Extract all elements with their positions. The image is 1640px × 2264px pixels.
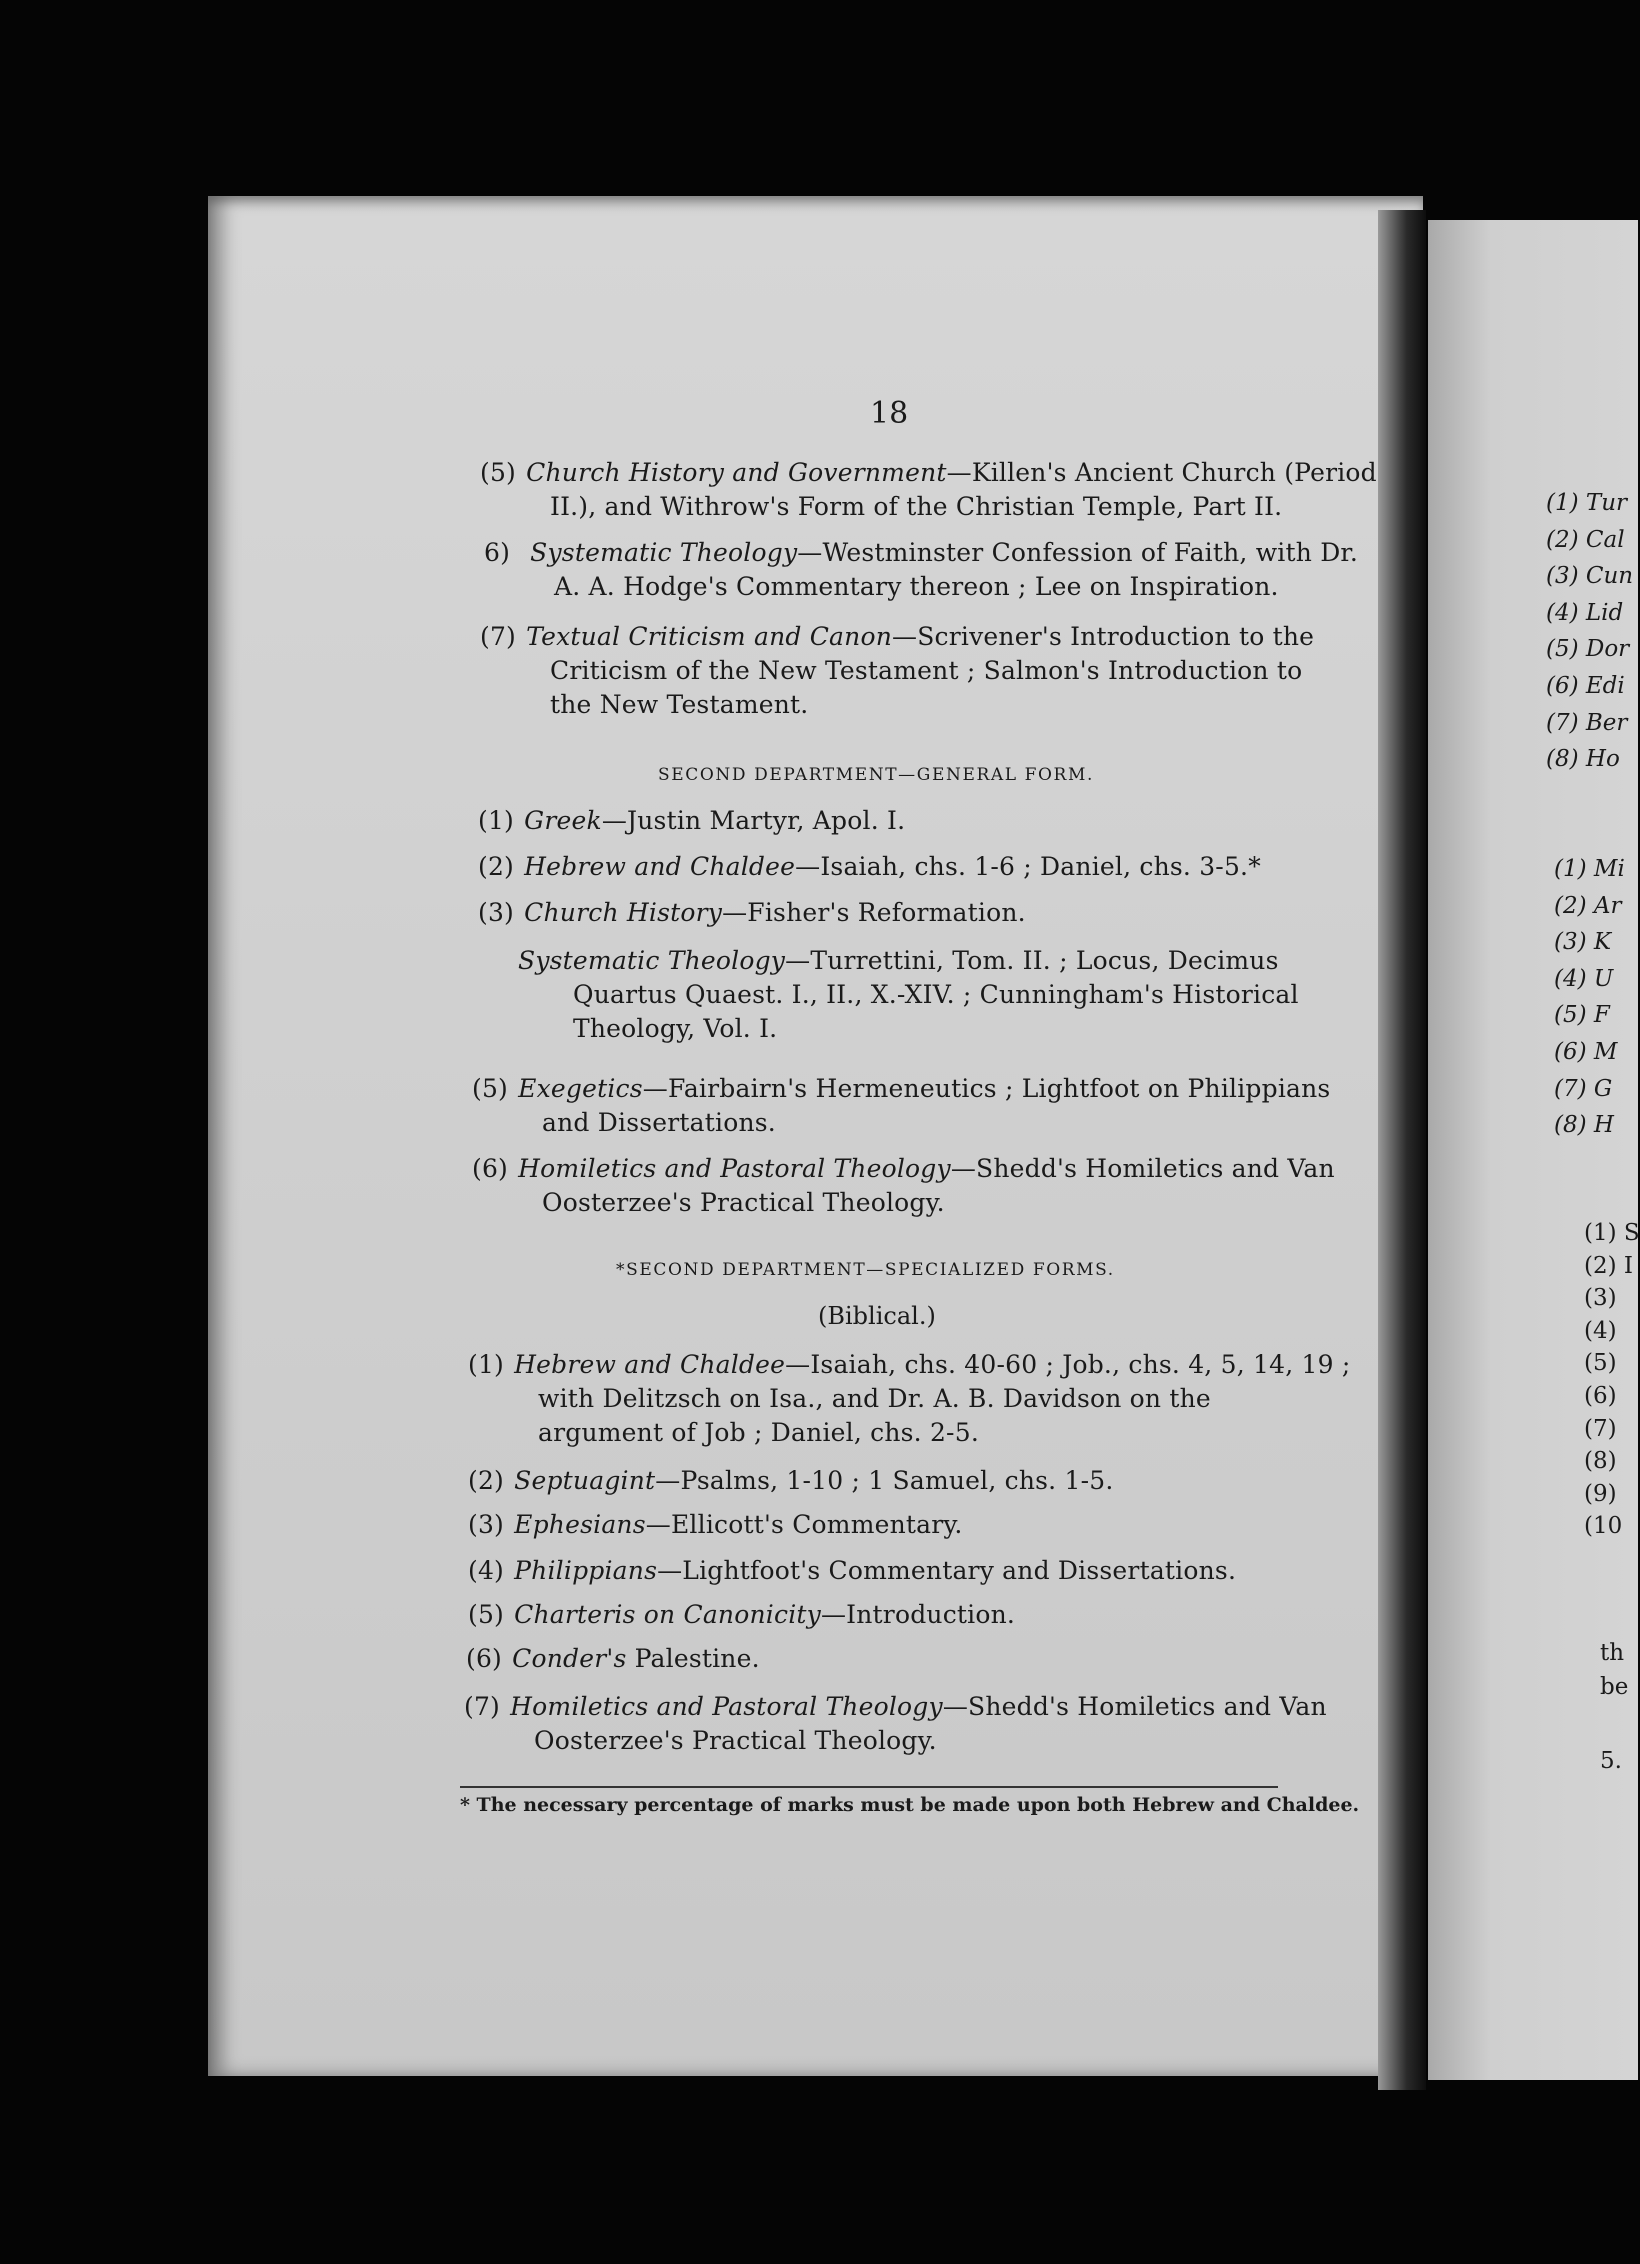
right-page-fragment: (8) H	[1554, 1112, 1614, 1139]
right-page-fragment: (2) Ar	[1554, 892, 1622, 919]
right-page-fragment: (2) I	[1584, 1252, 1633, 1279]
list-item: (1) Hebrew and Chaldee—Isaiah, chs. 40-60 ; Job., chs. 4, 5, 14, 19 ; with Delitzsch on Isa., and Dr. A. B. Davidson on the argument of Job ; Daniel, chs. 2-5.	[468, 1350, 1351, 1447]
book-gutter	[1378, 210, 1426, 2090]
right-page-fragment: (5) Dor	[1546, 636, 1630, 663]
right-page	[1428, 220, 1638, 2080]
right-page-fragment: (7) G	[1554, 1075, 1613, 1102]
right-page-fragment: (8) Ho	[1546, 746, 1620, 773]
right-page-fragment: (6)	[1584, 1383, 1617, 1409]
right-page-fragment: 5.	[1600, 1748, 1622, 1774]
right-page-fragment: (7)	[1584, 1415, 1617, 1442]
right-page-fragment: (6) Edi	[1546, 673, 1625, 699]
footnote: * The necessary percentage of marks must be made upon both Hebrew and Chaldee.	[460, 1794, 1360, 1816]
right-page-fragment: (1) Tur	[1546, 490, 1628, 516]
right-page-fragment: (5) F	[1554, 1002, 1610, 1029]
right-page-fragment: (3) Cun	[1546, 563, 1634, 590]
right-page-fragment: (10	[1584, 1513, 1623, 1540]
list-item: 6) Systematic Theology—Westminster Confession of Faith, with Dr. A. A. Hodge's Commentary thereon ; Lee on Inspiration.	[484, 538, 1358, 601]
right-page-fragment: (8)	[1584, 1448, 1617, 1475]
list-item: (5) Charteris on Canonicity—Introduction.	[468, 1600, 1016, 1629]
right-page-fragment: be	[1600, 1674, 1629, 1700]
list-item: (3) Church History—Fisher's Reformation.	[478, 898, 1026, 927]
right-page-fragment: (4)	[1584, 1317, 1617, 1344]
right-page-fragment: (3)	[1584, 1285, 1617, 1312]
right-page-fragment: (2) Cal	[1546, 526, 1625, 553]
list-item: (4) Philippians—Lightfoot's Commentary and Dissertations.	[468, 1556, 1237, 1585]
list-item: (7) Textual Criticism and Canon—Scrivener's Introduction to the Criticism of the New Testament ; Salmon's Introduction to the New Testament.	[480, 622, 1315, 719]
right-page-fragment: (3) K	[1554, 929, 1612, 956]
section-heading: SECOND DEPARTMENT—GENERAL FORM.	[658, 765, 1094, 785]
list-item: (1) Greek—Justin Martyr, Apol. I.	[478, 806, 906, 835]
list-item: (3) Ephesians—Ellicott's Commentary.	[468, 1510, 963, 1539]
right-page-fragment: (9)	[1584, 1480, 1617, 1507]
right-page-fragment: (6) M	[1554, 1039, 1618, 1065]
section-heading: *SECOND DEPARTMENT—SPECIALIZED FORMS.	[616, 1260, 1115, 1280]
list-item: (5) Church History and Government—Killen's Ancient Church (Period II.), and Withrow's Form of the Christian Temple, Part II.	[480, 458, 1377, 521]
footnote-rule	[460, 1786, 1278, 1788]
page-number: 18	[870, 396, 909, 431]
list-item: Systematic Theology—Turrettini, Tom. II. ; Locus, Decimus Quartus Quaest. I., II., X.-XIV. ; Cunningham's Historical Theology, Vol. I.	[518, 946, 1299, 1043]
right-page-fragment: th	[1600, 1640, 1625, 1666]
right-page-fragment: (4) Lid	[1546, 599, 1624, 626]
list-item: (6) Conder's Palestine.	[466, 1644, 760, 1673]
right-page-fragment: (1) Mi	[1554, 856, 1625, 882]
right-page-fragment: (1) S	[1584, 1220, 1640, 1246]
section-subheading: (Biblical.)	[818, 1302, 936, 1330]
list-item: (5) Exegetics—Fairbairn's Hermeneutics ; Lightfoot on Philippians and Dissertations.	[472, 1074, 1331, 1137]
right-page-fragment: (4) U	[1554, 965, 1614, 992]
list-item: (2) Hebrew and Chaldee—Isaiah, chs. 1-6 ; Daniel, chs. 3-5.*	[478, 852, 1261, 881]
list-item: (6) Homiletics and Pastoral Theology—Shedd's Homiletics and Van Oosterzee's Practical Theology.	[472, 1154, 1335, 1217]
list-item: (2) Septuagint—Psalms, 1-10 ; 1 Samuel, chs. 1-5.	[468, 1466, 1114, 1495]
list-item: (7) Homiletics and Pastoral Theology—Shedd's Homiletics and Van Oosterzee's Practical Theology.	[464, 1692, 1327, 1755]
right-page-fragment: (7) Ber	[1546, 709, 1628, 736]
right-page-fragment: (5)	[1584, 1350, 1617, 1377]
